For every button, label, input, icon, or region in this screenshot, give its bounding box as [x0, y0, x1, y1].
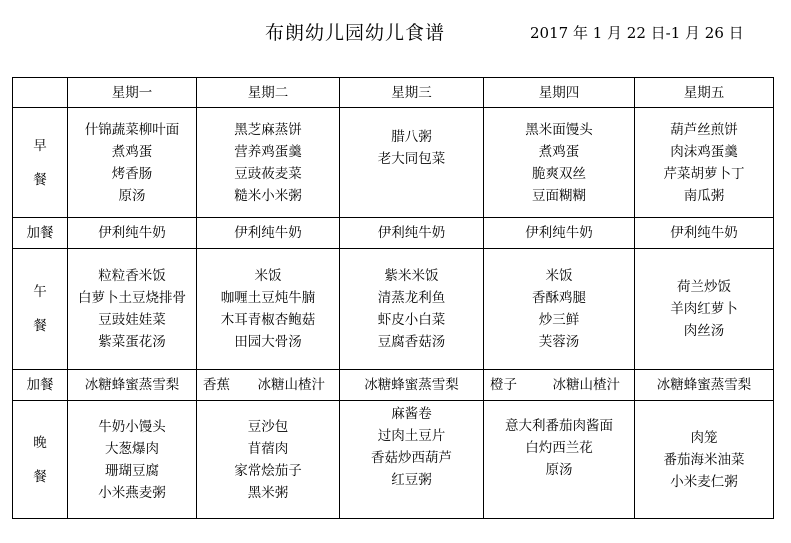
snack-am-row	[13, 218, 774, 249]
dish: 炒三鲜	[538, 312, 580, 328]
dish: 米饭	[254, 268, 282, 284]
menu-cell	[484, 370, 635, 401]
dish: 芙蓉汤	[538, 334, 580, 350]
menu-cell	[635, 401, 774, 519]
dish: 清蒸龙利鱼	[377, 290, 446, 306]
menu-table	[12, 77, 774, 519]
dish: 脆爽双丝	[532, 165, 586, 182]
dish: 冰糖山楂汁	[552, 377, 620, 393]
dish: 黑米面馒头	[525, 121, 593, 138]
dish: 橙子	[490, 377, 517, 393]
menu-cell	[340, 401, 484, 519]
dinner-row	[13, 401, 774, 519]
menu-cell	[340, 108, 484, 218]
dish: 芹菜胡萝卜丁	[663, 165, 745, 182]
dish: 煮鸡蛋	[111, 143, 153, 160]
menu-cell	[197, 401, 340, 519]
menu-cell	[197, 108, 340, 218]
date-range: 2017 年 1 月 22 日-1 月 26 日	[530, 24, 744, 42]
lunch-row	[13, 249, 774, 370]
dish: 糙米小米粥	[234, 187, 302, 204]
dish: 豆面糊糊	[532, 187, 586, 204]
dish: 大葱爆肉	[105, 440, 159, 457]
menu-cell: 伊利纯牛奶	[68, 218, 197, 249]
dish: 麻酱卷	[391, 406, 432, 422]
day-header: 星期一	[68, 78, 197, 108]
dish: 白灼西兰花	[525, 440, 593, 456]
dish: 番茄海米油菜	[663, 451, 745, 468]
dish: 豆腐香菇汤	[377, 334, 446, 350]
dish: 香蕉	[203, 377, 230, 393]
meal-label-snack: 加餐	[13, 370, 68, 401]
dish: 豆豉莜麦菜	[234, 165, 302, 182]
meal-label-breakfast	[13, 108, 68, 218]
dish: 白萝卜土豆烧排骨	[78, 290, 186, 306]
dish: 苜蓿肉	[247, 440, 289, 457]
dish: 老大同包菜	[377, 151, 446, 167]
dish: 过肉土豆片	[377, 428, 446, 444]
dish: 木耳青椒杏鲍菇	[220, 312, 316, 328]
dish: 田园大骨汤	[234, 334, 302, 350]
day-header: 星期五	[635, 78, 774, 108]
dish: 咖喱土豆炖牛腩	[220, 290, 316, 306]
menu-cell: 冰糖蜂蜜蒸雪梨	[68, 370, 197, 401]
dish: 冰糖山楂汁	[257, 377, 325, 393]
day-header: 星期三	[340, 78, 484, 108]
dish: 虾皮小白菜	[377, 312, 446, 328]
dish: 原汤	[545, 462, 573, 478]
meal-label-lunch	[13, 249, 68, 370]
dish: 紫菜蛋花汤	[98, 334, 166, 350]
day-header: 星期二	[197, 78, 340, 108]
dish: 烤香肠	[111, 165, 153, 182]
snack-pm-row	[13, 370, 774, 401]
menu-cell: 伊利纯牛奶	[484, 218, 635, 249]
dish: 粒粒香米饭	[98, 268, 166, 284]
menu-cell	[635, 108, 774, 218]
menu-cell	[68, 401, 197, 519]
menu-cell	[340, 249, 484, 370]
dish: 珊瑚豆腐	[105, 462, 159, 479]
menu-cell: 冰糖蜂蜜蒸雪梨	[635, 370, 774, 401]
dish: 腊八粥	[391, 129, 432, 145]
meal-label-text: 晚餐	[33, 434, 47, 485]
dish: 原汤	[118, 187, 146, 204]
dish: 小米燕麦粥	[98, 484, 166, 501]
dish: 小米麦仁粥	[670, 473, 738, 490]
meal-label-snack: 加餐	[13, 218, 68, 249]
breakfast-row	[13, 108, 774, 218]
menu-cell	[484, 401, 635, 519]
header-row	[13, 78, 774, 108]
dish: 肉沫鸡蛋羹	[670, 143, 738, 160]
menu-cell	[68, 249, 197, 370]
menu-cell: 伊利纯牛奶	[340, 218, 484, 249]
dish: 葫芦丝煎饼	[670, 121, 738, 138]
page-title: 布朗幼儿园幼儿食谱	[265, 22, 446, 44]
day-header: 星期四	[484, 78, 635, 108]
dish: 香酥鸡腿	[532, 290, 586, 306]
dish: 香菇炒西葫芦	[371, 450, 452, 466]
meal-label-text: 早餐	[33, 137, 47, 188]
menu-cell: 冰糖蜂蜜蒸雪梨	[340, 370, 484, 401]
dish: 南瓜粥	[683, 187, 725, 204]
dish: 肉丝汤	[683, 323, 725, 339]
dish: 红豆粥	[391, 472, 432, 488]
corner-cell	[13, 78, 68, 108]
dish: 黑芝麻蒸饼	[234, 121, 302, 138]
menu-cell	[484, 108, 635, 218]
dish: 荷兰炒饭	[677, 279, 731, 295]
dish: 意大利番茄肉酱面	[505, 418, 613, 434]
dish: 肉笼	[690, 429, 718, 446]
menu-cell	[635, 249, 774, 370]
dish: 煮鸡蛋	[538, 143, 580, 160]
dish: 豆豉娃娃菜	[98, 312, 166, 328]
menu-cell: 伊利纯牛奶	[197, 218, 340, 249]
dish: 米饭	[545, 268, 573, 284]
dish: 紫米米饭	[384, 268, 439, 284]
menu-cell: 伊利纯牛奶	[635, 218, 774, 249]
dish: 羊肉红萝卜	[670, 301, 738, 317]
dish: 营养鸡蛋羹	[234, 143, 302, 160]
dish: 什锦蔬菜柳叶面	[84, 121, 180, 138]
dish: 豆沙包	[247, 418, 289, 435]
menu-cell	[68, 108, 197, 218]
meal-label-text: 午餐	[33, 284, 47, 334]
menu-cell	[197, 370, 340, 401]
menu-cell	[197, 249, 340, 370]
dish: 家常烩茄子	[234, 462, 302, 479]
meal-label-dinner	[13, 401, 68, 519]
menu-cell	[484, 249, 635, 370]
dish: 牛奶小馒头	[98, 418, 166, 435]
dish: 黑米粥	[247, 484, 289, 501]
